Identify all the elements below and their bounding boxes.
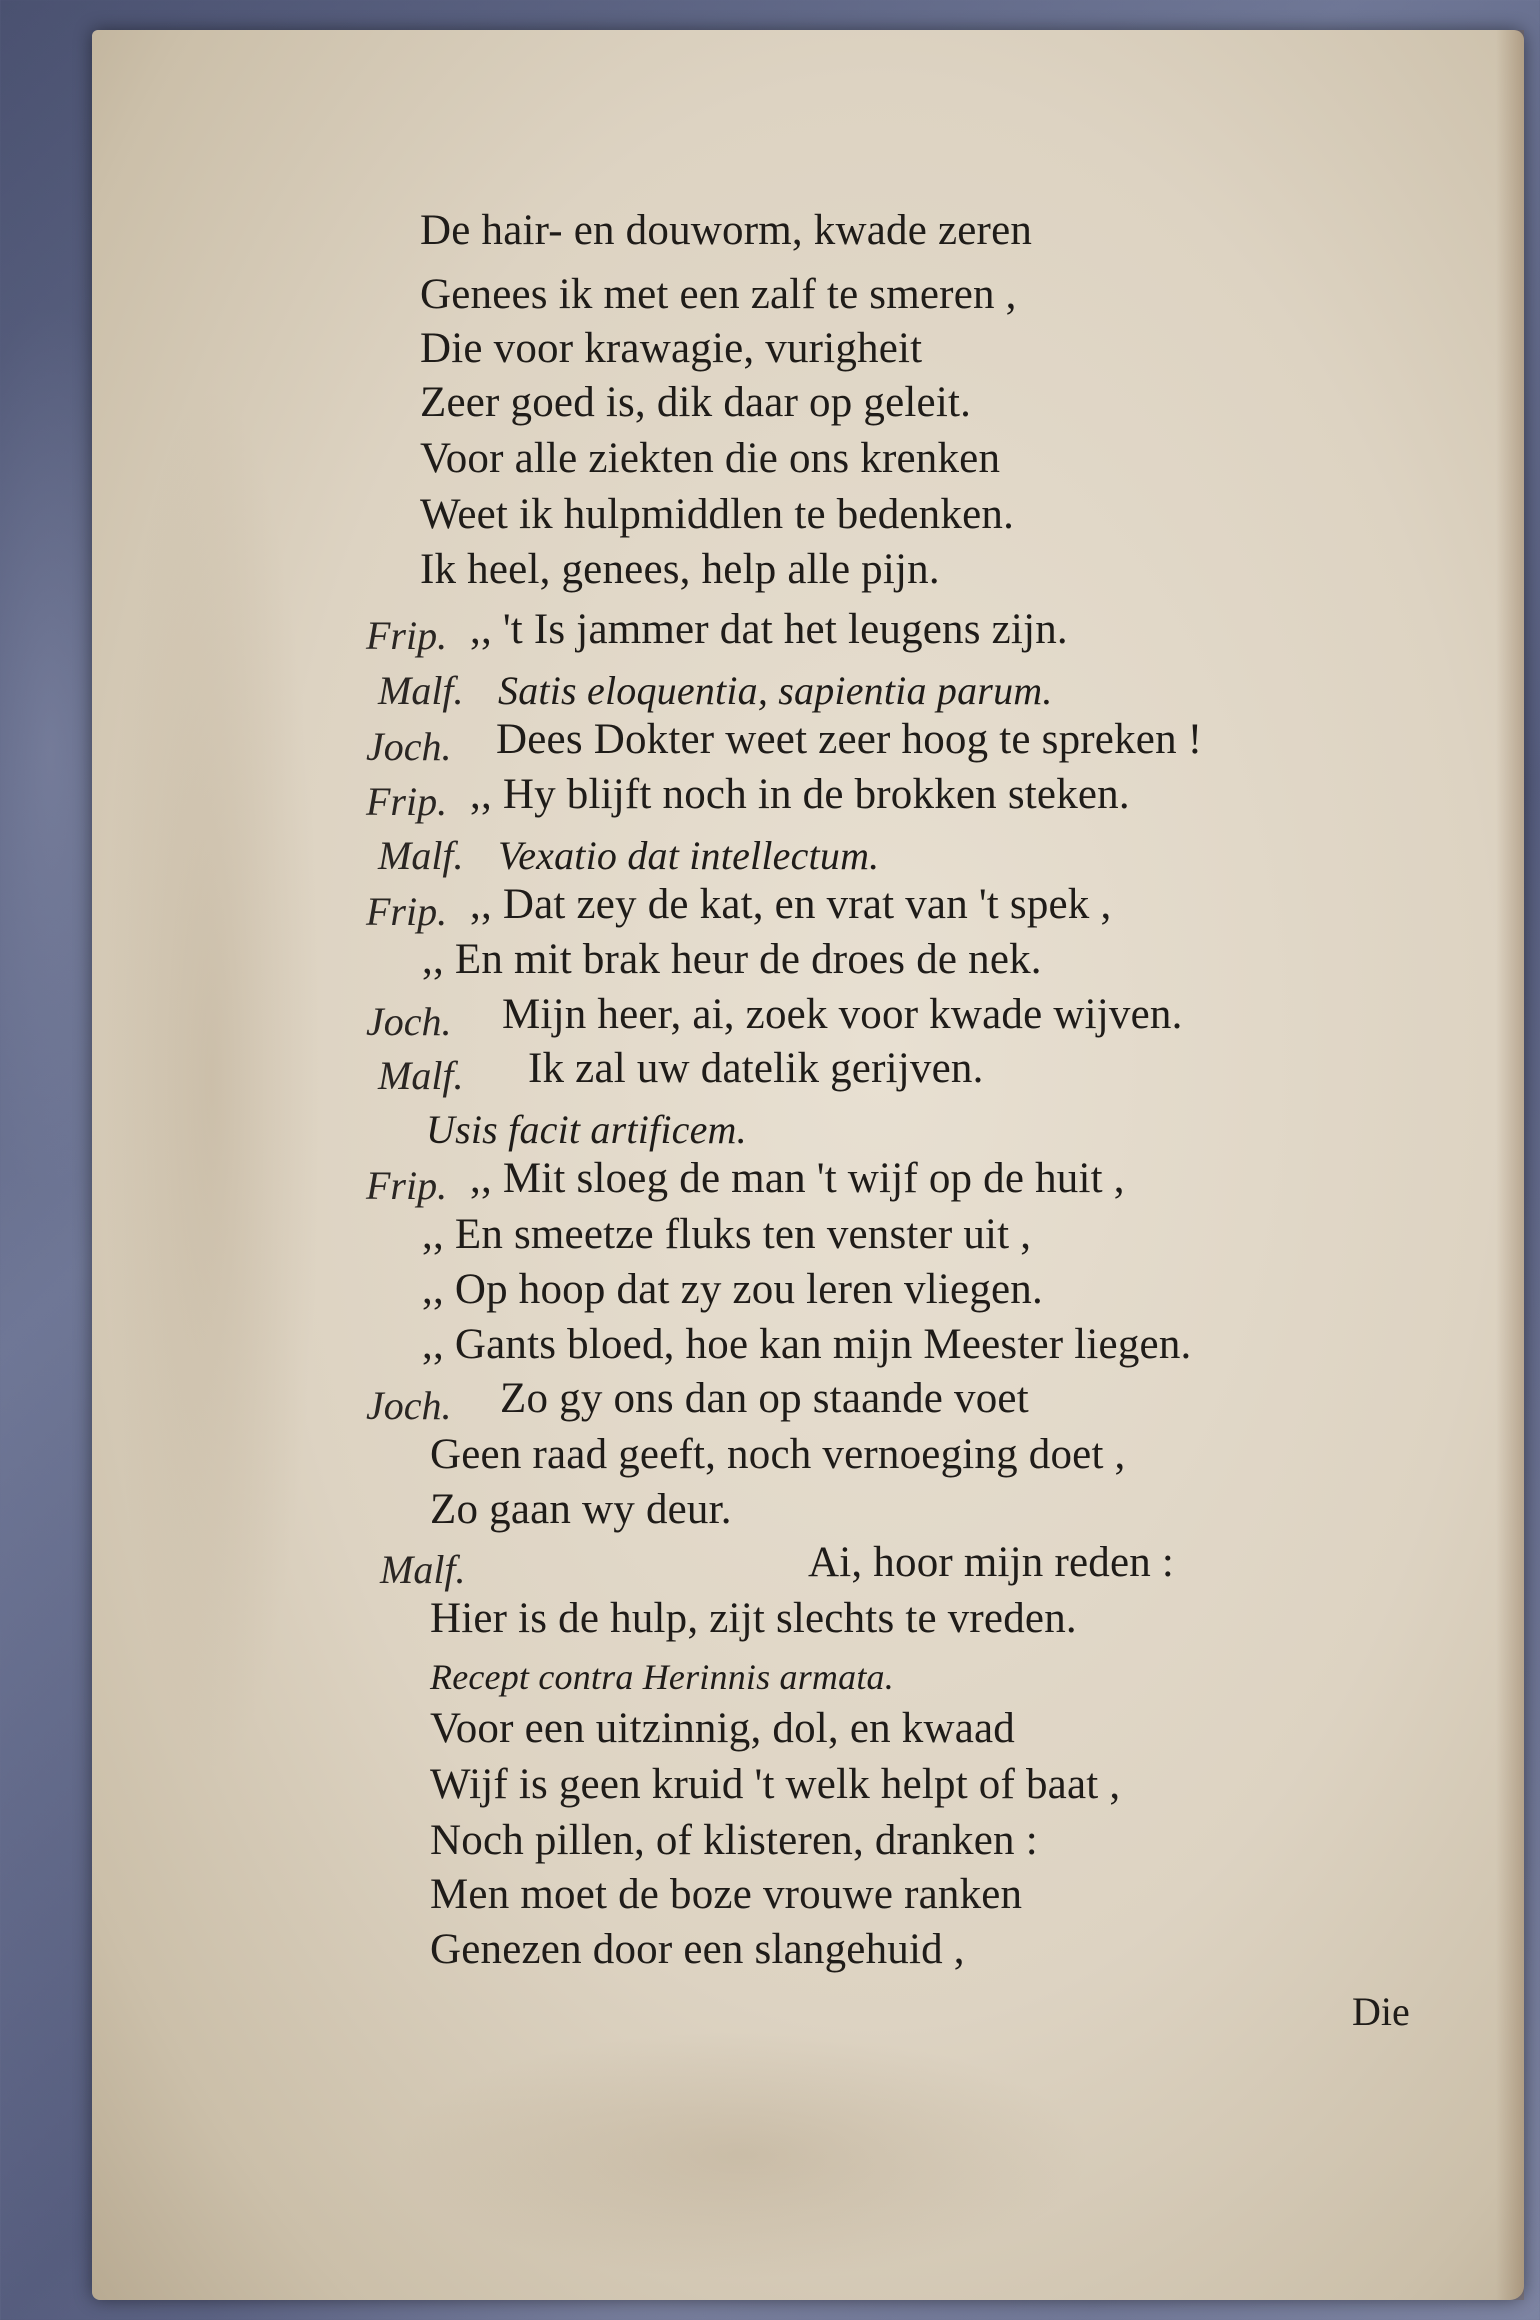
verse-line: ,, Op hoop dat zy zou leren vliegen.	[422, 1266, 1043, 1313]
verse-line: Genezen door een slangehuid ,	[430, 1926, 965, 1973]
speaker-name: Frip.	[366, 889, 448, 934]
verse-line: ,, Hy blijft noch in de brokken steken.	[470, 771, 1130, 818]
speaker-name: Malf.	[380, 1547, 466, 1592]
verse-line-latin: Usis facit artificem.	[426, 1107, 747, 1152]
verse-line: Geen raad geeft, noch vernoeging doet ,	[430, 1431, 1126, 1478]
verse-line: Zo gy ons dan op staande voet	[500, 1375, 1029, 1422]
verse-line: Hier is de hulp, zijt slechts te vreden.	[430, 1595, 1077, 1642]
verse-line: De hair- en douworm, kwade zeren	[420, 207, 1033, 254]
verse-line: ,, Gants bloed, hoe kan mijn Meester liegen.	[422, 1321, 1192, 1368]
speaker-name: Joch.	[366, 724, 452, 769]
speaker-name: Joch.	[366, 999, 452, 1044]
verse-line: Ai, hoor mijn reden :	[808, 1539, 1175, 1586]
speaker-name: Frip.	[366, 613, 448, 658]
verse-line: Wijf is geen kruid 't welk helpt of baat ,	[430, 1761, 1121, 1808]
catchword: Die	[1352, 1989, 1410, 2034]
verse-line: Dees Dokter weet zeer hoog te spreken !	[496, 716, 1203, 763]
verse-line: Zo gaan wy deur.	[430, 1486, 732, 1533]
verse-line: ,, Dat zey de kat, en vrat van 't spek ,	[470, 881, 1112, 928]
verse-line: ,, En mit brak heur de droes de nek.	[422, 936, 1042, 983]
verse-line: Genees ik met een zalf te smeren ,	[420, 271, 1017, 318]
verse-line: ,, En smeetze fluks ten venster uit ,	[422, 1211, 1032, 1258]
verse-line: Voor een uitzinnig, dol, en kwaad	[430, 1705, 1015, 1752]
recipe-heading: Recept contra Herinnis armata.	[430, 1657, 894, 1697]
speaker-name: Frip.	[366, 1163, 448, 1208]
verse-line-latin: Satis eloquentia, sapientia parum.	[498, 668, 1053, 713]
verse-line: Voor alle ziekten die ons krenken	[420, 435, 1001, 482]
speaker-name: Malf.	[378, 1053, 464, 1098]
verse-line: Zeer goed is, dik daar op geleit.	[420, 379, 972, 426]
verse-line: Noch pillen, of klisteren, dranken :	[430, 1817, 1038, 1864]
verse-line: Ik zal uw datelik gerijven.	[528, 1045, 984, 1092]
verse-line: ,, Mit sloeg de man 't wijf op de huit ,	[470, 1155, 1125, 1202]
speaker-name: Frip.	[366, 779, 448, 824]
verse-line: Ik heel, genees, help alle pijn.	[420, 546, 940, 593]
speaker-name: Joch.	[366, 1383, 452, 1428]
verse-line: Die voor krawagie, vurigheit	[420, 325, 923, 372]
verse-line: Mijn heer, ai, zoek voor kwade wijven.	[502, 991, 1183, 1038]
verse-line: Weet ik hulpmiddlen te bedenken.	[420, 491, 1015, 538]
speaker-name: Malf.	[378, 833, 464, 878]
verse-line-latin: Vexatio dat intellectum.	[498, 833, 880, 878]
speaker-name: Malf.	[378, 668, 464, 713]
verse-line: Men moet de boze vrouwe ranken	[430, 1871, 1023, 1918]
verse-line: ,, 't Is jammer dat het leugens zijn.	[470, 606, 1068, 653]
